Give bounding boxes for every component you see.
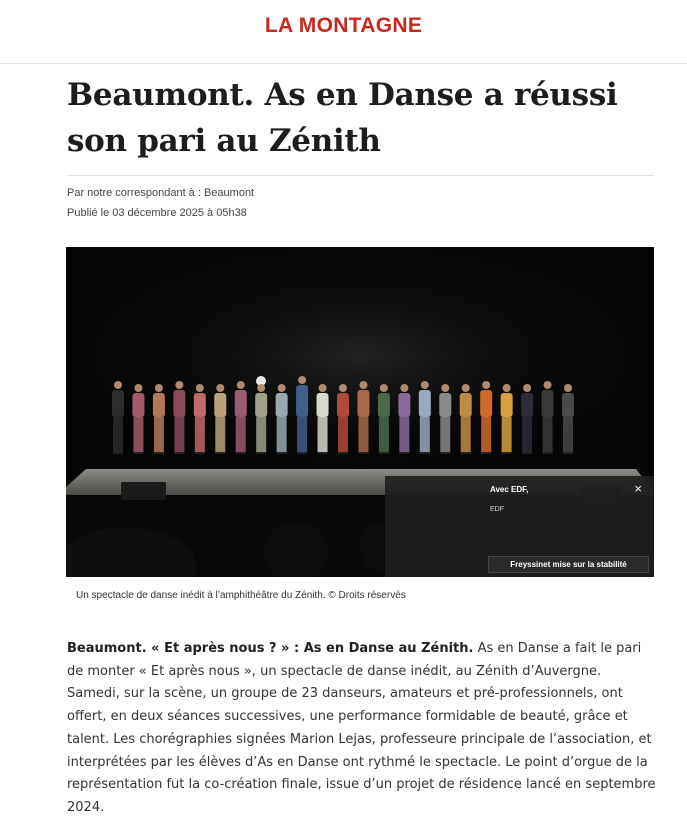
photo-caption: Un spectacle de danse inédit à l’amphithéâtre du Zénith. © Droits réservés: [76, 590, 406, 601]
dancer-figure: [255, 384, 267, 454]
dancer-figure: [460, 384, 472, 454]
dancer-figure: [296, 376, 308, 454]
dancer-figure: [337, 384, 349, 454]
ad-brand-text: Avec EDF,: [490, 485, 529, 494]
site-logo[interactable]: LA MONTAGNE: [264, 14, 423, 37]
masthead: [0, 0, 687, 64]
dancers-line: [112, 376, 574, 454]
dancer-figure: [439, 384, 451, 454]
article-body: [67, 638, 657, 820]
article-byline: Par notre correspondant à : Beaumont: [67, 187, 255, 199]
dancer-figure: [480, 381, 492, 454]
dancer-figure: [173, 381, 185, 454]
dancer-figure: [317, 384, 329, 454]
dancer-figure: [194, 384, 206, 454]
dancer-figure: [214, 384, 226, 454]
ad-advertiser: EDF: [490, 506, 504, 513]
dancer-figure: [562, 384, 574, 454]
article-body-text: As en Danse a fait le pari de monter « Et après nous », un spectacle de danse inédit, au Zénith d’Auvergne. Samedi, sur la scène, un groupe de 23 danseurs, amateurs et pré-professionnels, ont offert, en deux séances successives, une performance formidable de beauté, grâce et talent. Les chorégraphies signées Marion Lejas, professeure principale de l’association, et interprétées par les élèves d’As en Danse ont rythmé le spectacle. Le point d’orgue de la représentation fut la co-création finale, issue d’un projet de résidence lancé en septembre 2024.: [67, 641, 656, 815]
dancer-figure: [419, 381, 431, 454]
dancer-figure: [501, 384, 513, 454]
dancer-figure: [378, 384, 390, 454]
dancer-figure: [398, 384, 410, 454]
dancer-figure: [112, 381, 124, 454]
dancer-figure: [357, 381, 369, 454]
dancer-figure: [153, 384, 165, 454]
dancer-figure: [132, 384, 144, 454]
headline-divider: [67, 175, 654, 176]
dancer-figure: [235, 381, 247, 454]
dancer-figure: [276, 384, 288, 454]
dancer-figure: [521, 384, 533, 454]
article-publish-date: Publié le 03 décembre 2025 à 05h38: [67, 207, 247, 219]
close-icon[interactable]: ×: [634, 481, 642, 496]
article-headline: Beaumont. As en Danse a réussi son pari au Zénith: [67, 77, 618, 159]
ad-cta-button[interactable]: Freyssinet mise sur la stabilité: [488, 556, 649, 573]
dancer-figure: [542, 381, 554, 454]
article-lead: Beaumont. « Et après nous ? » : As en Danse au Zénith.: [67, 641, 474, 656]
video-ad-overlay[interactable]: [385, 476, 654, 577]
